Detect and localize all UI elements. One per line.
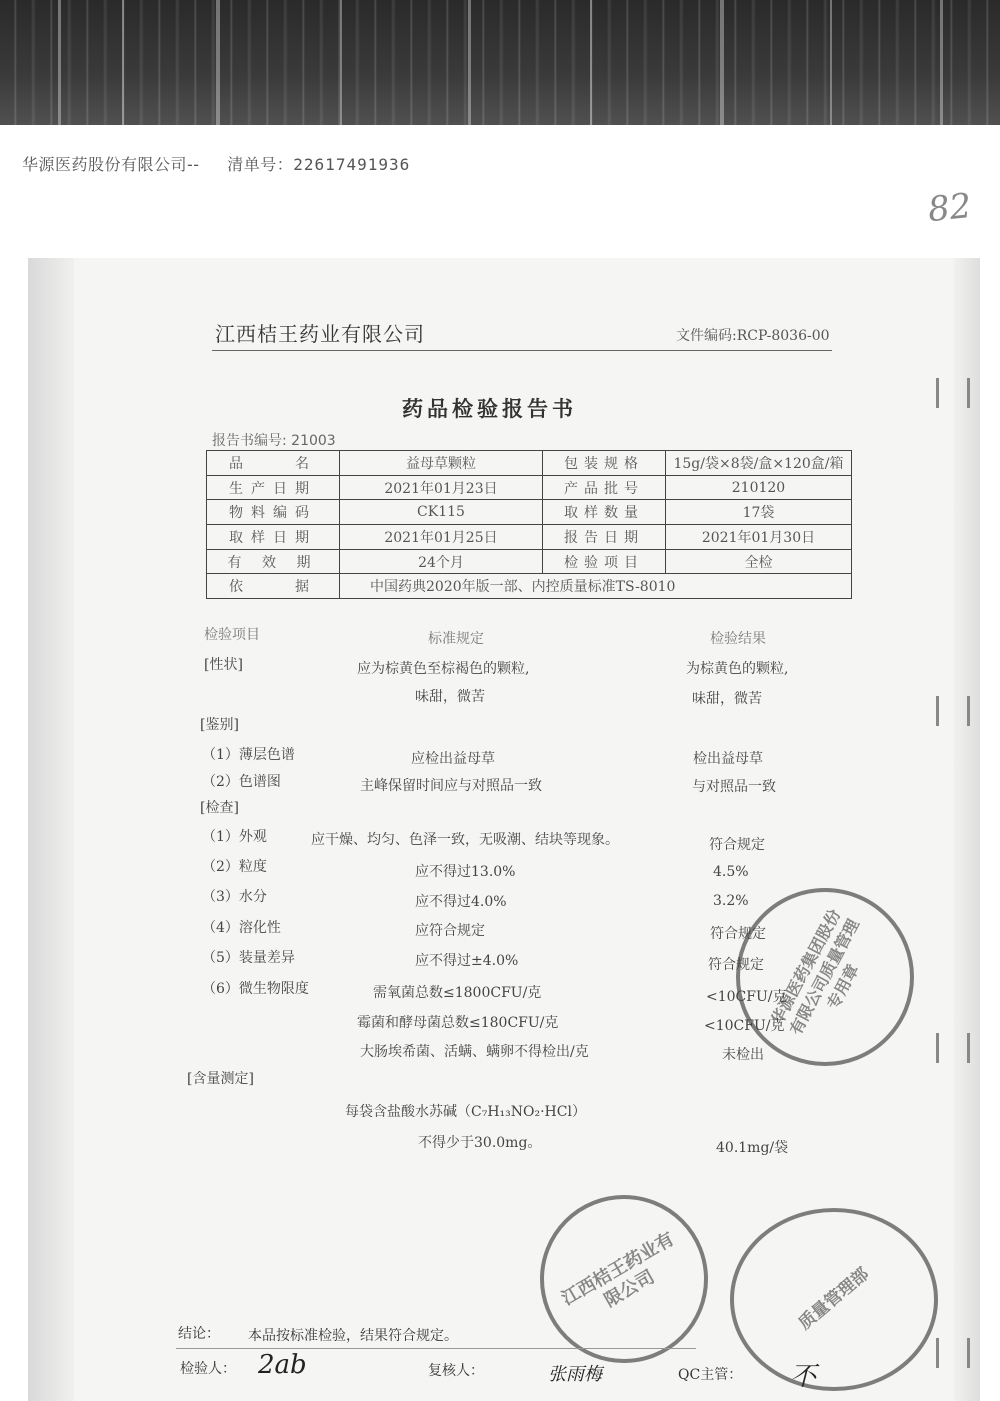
result-text: 符合规定 bbox=[708, 957, 764, 973]
result-text: <10CFU/克 bbox=[704, 1018, 785, 1034]
right-edge-marks bbox=[936, 378, 966, 1378]
standard-text: 需氧菌总数≤1800CFU/克 bbox=[373, 985, 542, 1001]
standard-text: 不得少于30.0mg。 bbox=[418, 1135, 542, 1151]
list-label: 清单号： bbox=[227, 155, 294, 174]
result-text: 与对照品一致 bbox=[692, 779, 776, 795]
section-hanliang: [含量测定] bbox=[187, 1071, 254, 1087]
col-header-item: 检验项目 bbox=[204, 627, 260, 643]
reviewer-signature: 张雨梅 bbox=[548, 1364, 602, 1385]
item-text: （4）溶化性 bbox=[202, 920, 281, 936]
header-rule bbox=[212, 350, 832, 351]
result-text: 3.2% bbox=[713, 893, 749, 909]
table-row bbox=[207, 574, 852, 599]
section-jianbie: [鉴别] bbox=[200, 717, 239, 733]
col-header-standard: 标准规定 bbox=[428, 631, 484, 647]
cell-value: 益母草颗粒 bbox=[340, 451, 543, 476]
top-header-line bbox=[22, 152, 410, 175]
standard-text: 大肠埃希菌、活螨、螨卵不得检出/克 bbox=[360, 1044, 589, 1060]
result-text: 检出益母草 bbox=[693, 751, 763, 767]
result-text: 符合规定 bbox=[710, 926, 766, 942]
cell-label: 检验项目 bbox=[543, 549, 666, 574]
standard-text: 应不得过13.0% bbox=[415, 864, 516, 880]
qc-signature: 不 bbox=[790, 1362, 817, 1392]
result-text: 为棕黄色的颗粒, bbox=[686, 661, 789, 677]
result-text: 40.1mg/袋 bbox=[716, 1140, 789, 1156]
cell-label: 取样日期 bbox=[207, 525, 340, 550]
section-jiancha: [检查] bbox=[200, 800, 239, 816]
stamp-huayuan bbox=[736, 888, 914, 1066]
standard-text: 应干燥、均匀、色泽一致，无吸潮、结块等现象。 bbox=[311, 832, 619, 848]
reviewer-label: 复核人： bbox=[428, 1363, 484, 1379]
stamp-text: 华源医药集团股份有限公司质量管理专用章 bbox=[767, 905, 863, 1038]
col-header-result: 检验结果 bbox=[710, 631, 766, 647]
doc-company: 江西桔王药业有限公司 bbox=[215, 322, 425, 346]
inspector-signature: 2ab bbox=[258, 1350, 307, 1380]
cell-label: 品 名 bbox=[207, 451, 340, 476]
table-row bbox=[207, 475, 852, 500]
cell-value: 210120 bbox=[666, 475, 852, 500]
report-number: 报告书编号: 21003 bbox=[212, 433, 336, 449]
standard-text: 应符合规定 bbox=[415, 923, 485, 939]
standard-text: 应为棕黄色至棕褐色的颗粒, bbox=[357, 661, 530, 677]
cell-label: 物料编码 bbox=[207, 500, 340, 525]
cell-value: CK115 bbox=[340, 500, 543, 525]
scan-dark-band bbox=[0, 0, 1000, 125]
conclusion-label: 结论： bbox=[178, 1326, 220, 1342]
inspector-label: 检验人： bbox=[180, 1361, 236, 1377]
standard-text: 主峰保留时间应与对照品一致 bbox=[360, 778, 542, 794]
section-xingzhuang: [性状] bbox=[204, 657, 243, 673]
doc-title: 药品检验报告书 bbox=[402, 396, 577, 421]
result-text: 4.5% bbox=[713, 864, 749, 880]
header-company: 华源医药股份有限公司-- bbox=[22, 155, 200, 174]
standard-text: 每袋含盐酸水苏碱（C₇H₁₃NO₂·HCl） bbox=[345, 1104, 586, 1120]
cell-value: 2021年01月30日 bbox=[666, 525, 852, 550]
list-number: 22617491936 bbox=[293, 155, 411, 174]
standard-text: 应不得过4.0% bbox=[415, 894, 507, 910]
cell-label: 报告日期 bbox=[543, 525, 666, 550]
conclusion-text: 本品按标准检验，结果符合规定。 bbox=[248, 1328, 458, 1344]
table-row bbox=[207, 525, 852, 550]
item-text: （1）外观 bbox=[202, 829, 267, 845]
item-text: （1）薄层色谱 bbox=[202, 747, 295, 763]
result-text: 味甜，微苦 bbox=[692, 691, 762, 707]
info-table bbox=[206, 450, 852, 599]
cell-label: 产品批号 bbox=[543, 475, 666, 500]
stamp-text: 质量管理部 bbox=[794, 1264, 873, 1335]
table-row bbox=[207, 549, 852, 574]
result-text: 符合规定 bbox=[709, 837, 765, 853]
item-text: （6）微生物限度 bbox=[202, 981, 309, 997]
stamp-quality bbox=[730, 1208, 938, 1391]
cell-label: 生产日期 bbox=[207, 475, 340, 500]
standard-text: 味甜，微苦 bbox=[415, 689, 485, 705]
item-text: （3）水分 bbox=[202, 889, 267, 905]
item-text: （2）色谱图 bbox=[202, 774, 281, 790]
cell-value: 24个月 bbox=[340, 549, 543, 574]
standard-text: 应检出益母草 bbox=[411, 751, 495, 767]
cell-label: 有 效 期 bbox=[207, 549, 340, 574]
conclusion-rule bbox=[176, 1348, 696, 1349]
cell-value: 15g/袋×8袋/盒×120盒/箱 bbox=[666, 451, 852, 476]
cell-label: 依 据 bbox=[207, 574, 340, 599]
stamp-text: 江西桔王药业有限公司 bbox=[558, 1228, 678, 1312]
file-code: 文件编码:RCP-8036-00 bbox=[676, 328, 830, 344]
result-text: 未检出 bbox=[722, 1047, 764, 1063]
cell-value: 2021年01月25日 bbox=[340, 525, 543, 550]
cell-label: 取样数量 bbox=[543, 500, 666, 525]
cell-value: 全检 bbox=[666, 549, 852, 574]
table-row bbox=[207, 500, 852, 525]
item-text: （2）粒度 bbox=[202, 859, 267, 875]
cell-value: 17袋 bbox=[666, 500, 852, 525]
standard-text: 应不得过±4.0% bbox=[415, 953, 519, 969]
basis-value: 中国药典2020年版一部、内控质量标准TS-8010 bbox=[340, 574, 852, 599]
cell-label: 包装规格 bbox=[543, 451, 666, 476]
cell-value: 2021年01月23日 bbox=[340, 475, 543, 500]
standard-text: 霉菌和酵母菌总数≤180CFU/克 bbox=[357, 1015, 559, 1031]
page-number-note: 82 bbox=[926, 185, 974, 231]
result-text: <10CFU/克 bbox=[706, 989, 787, 1005]
stamp-jiangxi bbox=[540, 1195, 708, 1363]
table-row bbox=[207, 451, 852, 476]
item-text: （5）装量差异 bbox=[202, 950, 295, 966]
qc-label: QC主管： bbox=[678, 1367, 743, 1383]
